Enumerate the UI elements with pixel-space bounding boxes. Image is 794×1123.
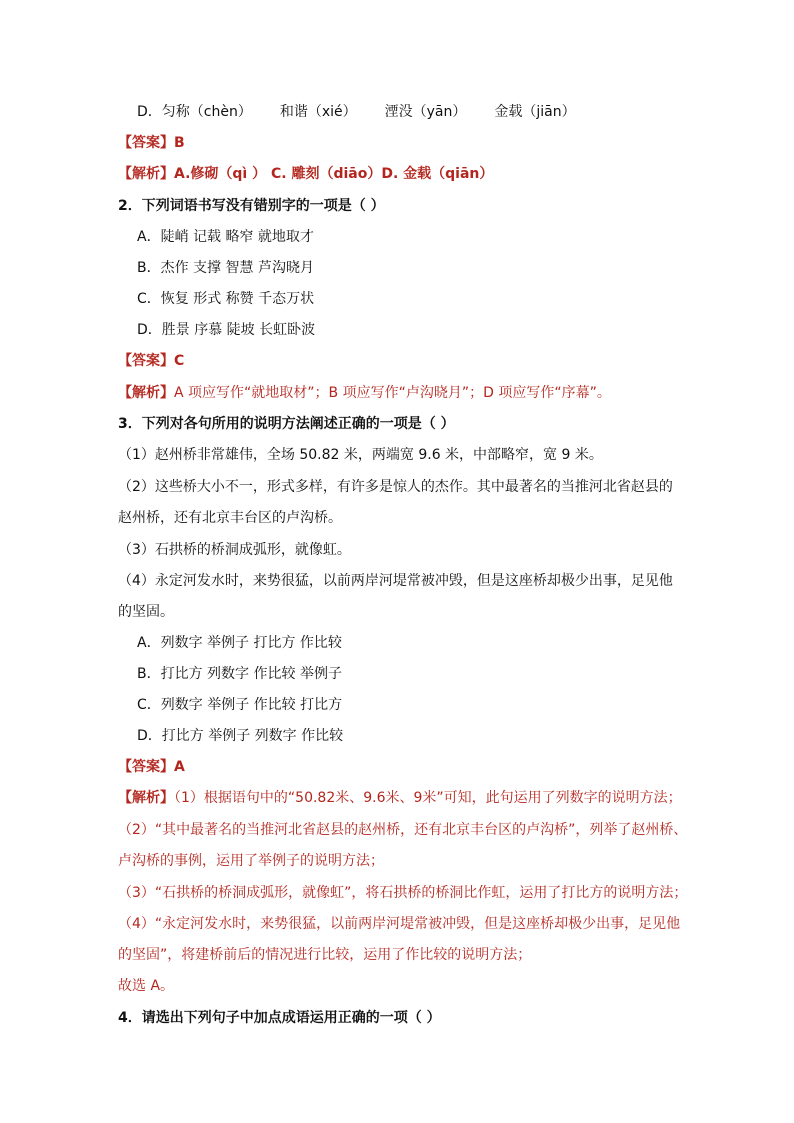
q2-answer: [118, 352, 734, 370]
q3-explanation-3: 卢沟桥的事例，运用了举例子的说明方法；: [118, 853, 384, 869]
answer-label: 【答案】: [118, 353, 174, 369]
explanation-text: A 项应写作“就地取材”；B 项应写作“卢沟晓月”；D 项应写作“序幕”。: [174, 385, 611, 401]
q3-explanation-1: [118, 789, 734, 807]
explanation-text: A.修砌（qì ） C. 雕刻（diāo）D. 金载（qiān）: [174, 166, 494, 182]
q1-option-d-part1: D．匀称（chèn）: [137, 104, 252, 120]
q1-explanation: [118, 165, 734, 183]
explanation-text: （1）根据语句中的“50.82米、9.6米、9米”可知，此句运用了列数字的说明方法；: [174, 790, 682, 806]
q3-option-a: A．列数字 举例子 打比方 作比较: [137, 635, 342, 651]
q3-sentence-4-cont: 的坚固。: [118, 604, 174, 620]
answer-label: 【答案】: [118, 135, 174, 151]
q3-explanation-6: 的坚固”，将建桥前后的情况进行比较，运用了作比较的说明方法；: [118, 947, 532, 963]
answer-value: A: [174, 759, 185, 775]
q3-sentence-1: （1）赵州桥非常雄伟，全场 50.82 米，两端宽 9.6 米，中部略窄，宽 9 米。: [118, 447, 603, 463]
explanation-label: 【解析】: [118, 790, 174, 806]
q2-option-d: D．胜景 序慕 陡坡 长虹卧波: [137, 322, 316, 338]
q3-sentence-2: （2）这些桥大小不一，形式多样，有许多是惊人的杰作。其中最著名的当推河北省赵县的: [118, 479, 673, 495]
explanation-label: 【解析】: [118, 166, 174, 182]
q3-option-d: D．打比方 举例子 列数字 作比较: [137, 728, 344, 744]
q3-explanation-2: （2）“其中最著名的当推河北省赵县的赵州桥，还有北京丰台区的卢沟桥”，列举了赵州桥、: [118, 822, 688, 838]
q3-sentence-2-cont: 赵州桥，还有北京丰台区的卢沟桥。: [118, 510, 342, 526]
q2-option-c: C．恢复 形式 称赞 千态万状: [137, 291, 315, 307]
q2-option-a: A．陡峭 记载 略窄 就地取才: [137, 229, 314, 245]
q3-explanation-4: （3）“石拱桥的桥洞成弧形，就像虹”，将石拱桥的桥洞比作虹，运用了打比方的说明方法；: [118, 885, 688, 901]
q2-stem: 2．下列词语书写没有错别字的一项是（ ）: [118, 198, 385, 214]
explanation-label: 【解析】: [118, 385, 174, 401]
q2-option-b: B．杰作 支撑 智慧 芦沟晓月: [137, 260, 314, 276]
answer-value: C: [174, 353, 185, 369]
q1-answer: [118, 134, 734, 152]
q3-explanation-7: 故选 A。: [118, 978, 175, 994]
q3-stem: 3．下列对各句所用的说明方法阐述正确的一项是（ ）: [118, 416, 455, 432]
q4-stem: 4．请选出下列句子中加点成语运用正确的一项（ ）: [118, 1010, 441, 1026]
q1-option-d-part2: 和谐（xié）: [279, 104, 357, 120]
answer-label: 【答案】: [118, 759, 174, 775]
q1-option-d-part4: 金载（jiān）: [494, 104, 576, 120]
q3-sentence-3: （3）石拱桥的桥洞成弧形，就像虹。: [118, 542, 351, 558]
q3-answer: [118, 758, 734, 776]
q3-sentence-4: （4）永定河发水时，来势很猛，以前两岸河堤常被冲毁，但是这座桥却极少出事，足见他: [118, 573, 673, 589]
q3-explanation-5: （4）“永定河发水时，来势很猛，以前两岸河堤常被冲毁，但是这座桥却极少出事，足见他: [118, 916, 681, 932]
q2-explanation: [118, 384, 734, 402]
q1-option-d-part3: 湮没（yān）: [384, 104, 467, 120]
answer-value: B: [174, 135, 185, 151]
q3-option-b: B．打比方 列数字 作比较 举例子: [137, 666, 342, 682]
q3-option-c: C．列数字 举例子 作比较 打比方: [137, 697, 343, 713]
q1-option-d: [137, 103, 734, 121]
